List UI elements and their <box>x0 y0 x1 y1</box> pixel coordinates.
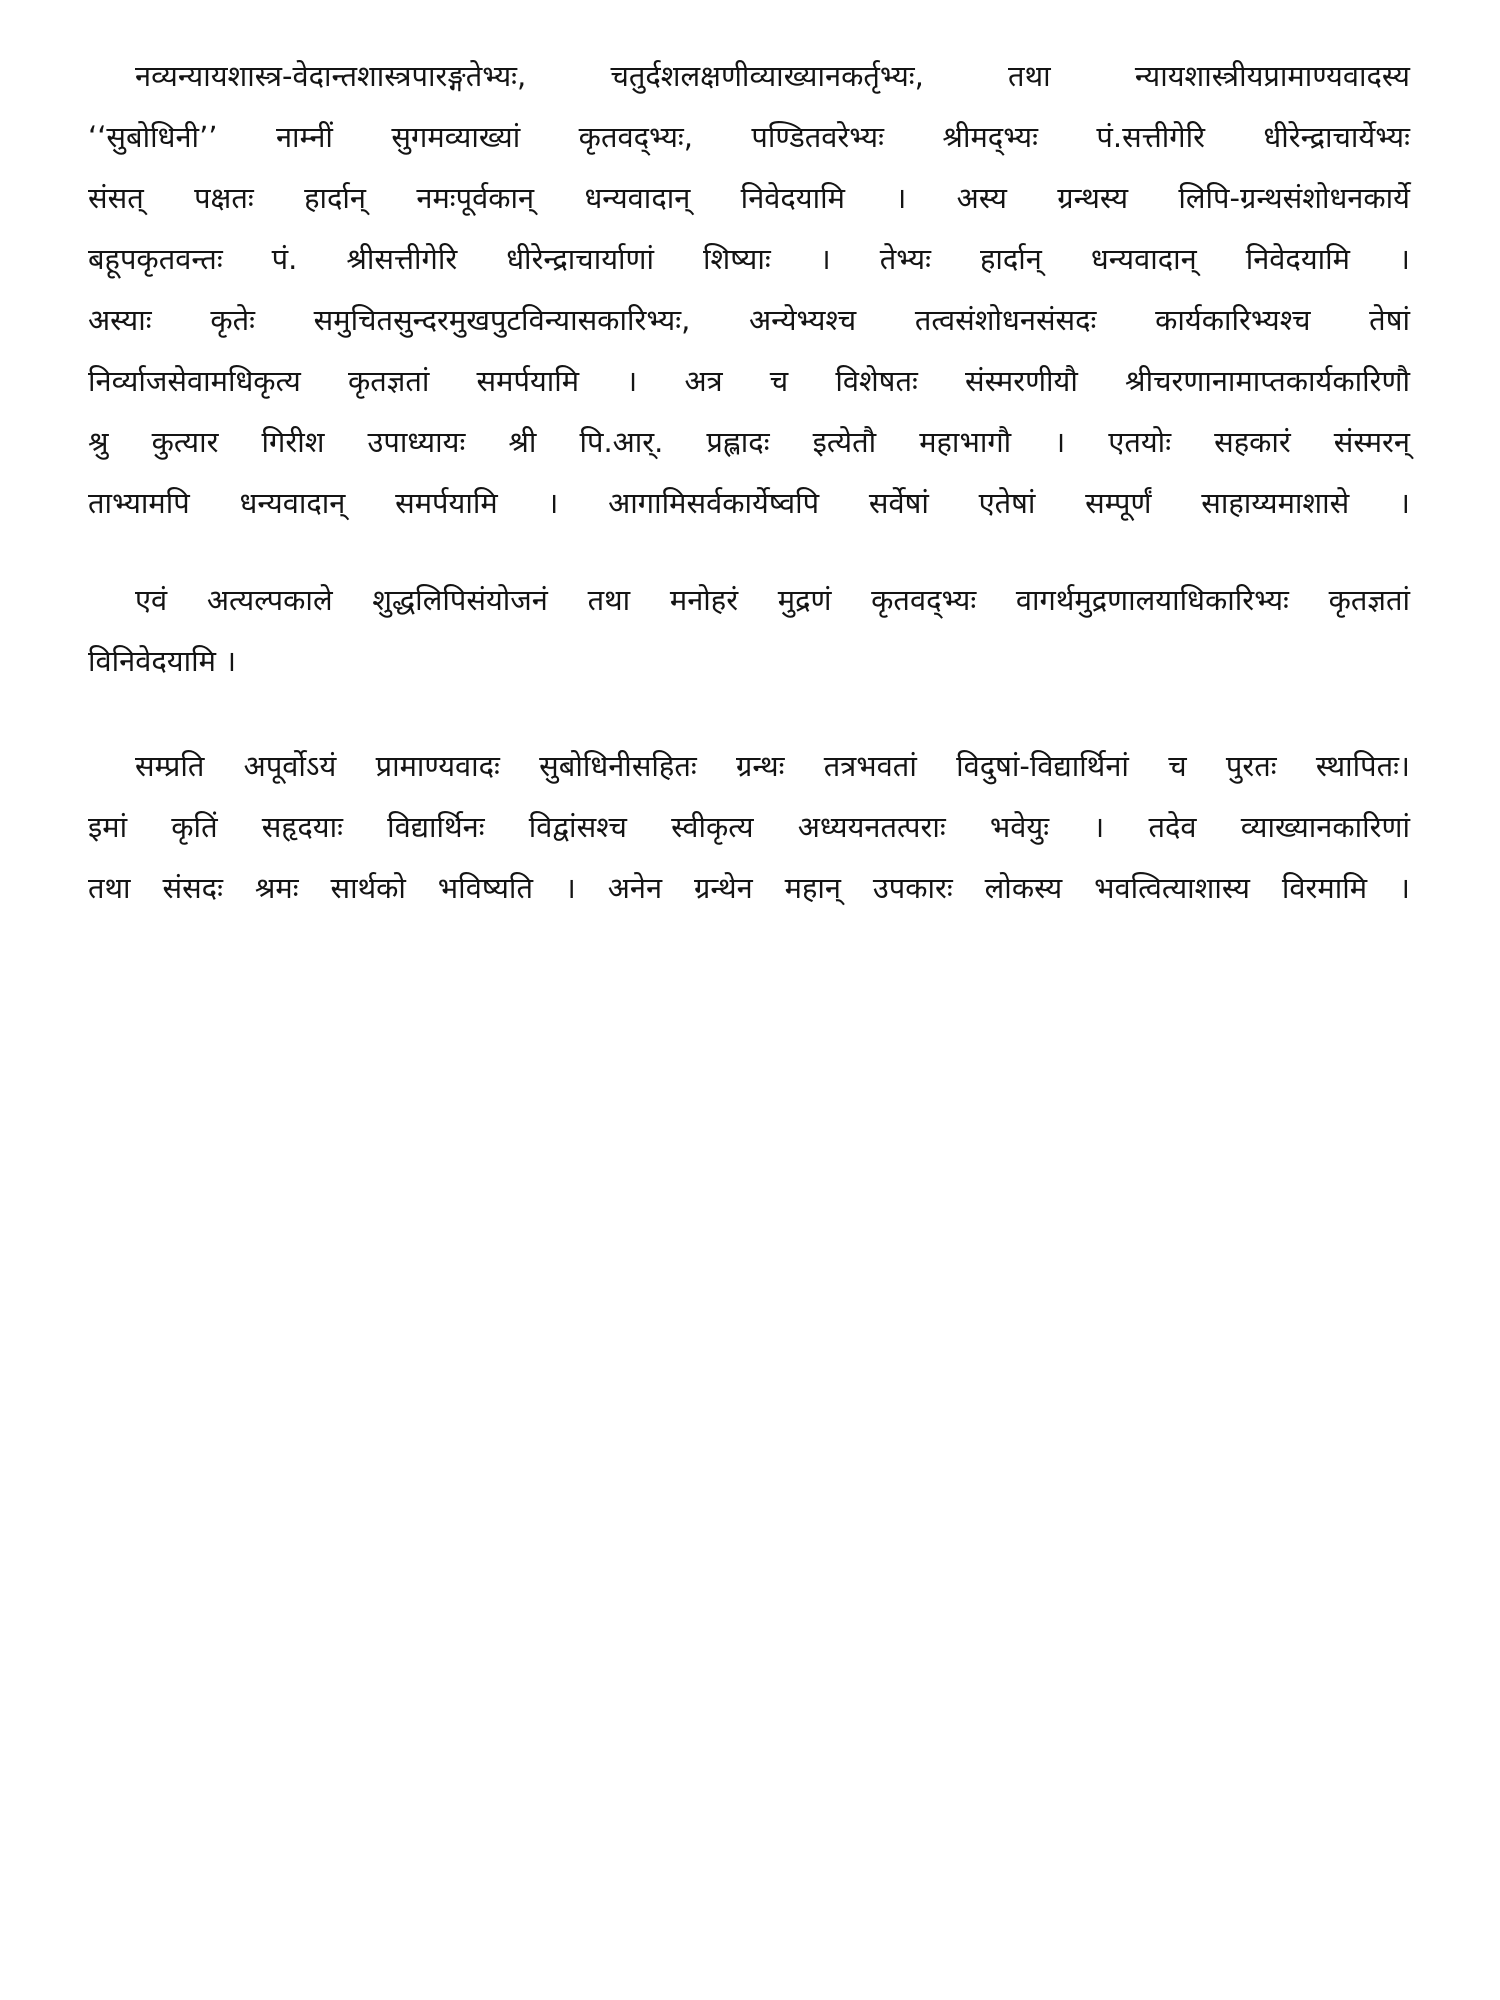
text-line: श्रु कुत्यार गिरीश उपाध्यायः श्री पि.आर्. प्रह्लादः इत्येतौ महाभागौ । एतयोः सहकारं संस्मरन् <box>88 425 1410 459</box>
text-line: नव्यन्यायशास्त्र-वेदान्तशास्त्रपारङ्गतेभ्यः, चतुर्दशलक्षणीव्याख्यानकर्तृभ्यः, तथा न्यायशास्त्रीयप्रामाण्यवादस्य <box>135 59 1410 93</box>
text-line: विनिवेदयामि । <box>88 644 237 678</box>
text-line: बहूपकृतवन्तः पं. श्रीसत्तीगेरि धीरेन्द्राचार्याणां शिष्याः । तेभ्यः हार्दान् धन्यवादान् निवेदयामि । <box>88 242 1410 276</box>
text-line: ‘‘सुबोधिनी’’ नाम्नीं सुगमव्याख्यां कृतवद्भ्यः, पण्डितवरेभ्यः श्रीमद्भ्यः पं.सत्तीगेरि धीरेन्द्राचार्येभ्यः <box>88 120 1410 154</box>
text-line: निर्व्याजसेवामधिकृत्य कृतज्ञतां समर्पयामि । अत्र च विशेषतः संस्मरणीयौ श्रीचरणानामाप्तकार्यकारिणौ <box>88 364 1410 398</box>
text-line: ताभ्यामपि धन्यवादान् समर्पयामि । आगामिसर्वकार्येष्वपि सर्वेषां एतेषां सम्पूर्णं साहाय्यमाशासे । <box>88 486 1410 520</box>
text-line: सम्प्रति अपूर्वोऽयं प्रामाण्यवादः सुबोधिनीसहितः ग्रन्थः तत्रभवतां विदुषां-विद्यार्थिनां च पुरतः स्थापितः। <box>135 749 1410 783</box>
text-line: अस्याः कृतेः समुचितसुन्दरमुखपुटविन्यासकारिभ्यः, अन्येभ्यश्च तत्वसंशोधनसंसदः कार्यकारिभ्यश्च तेषां <box>88 303 1410 337</box>
text-line: तथा संसदः श्रमः सार्थको भविष्यति । अनेन ग्रन्थेन महान् उपकारः लोकस्य भवत्वित्याशास्य विरमामि । <box>88 871 1410 905</box>
text-line: एवं अत्यल्पकाले शुद्धलिपिसंयोजनं तथा मनोहरं मुद्रणं कृतवद्भ्यः वागर्थमुद्रणालयाधिकारिभ्यः कृतज्ञतां <box>135 583 1410 617</box>
text-line: संसत् पक्षतः हार्दान् नमःपूर्वकान् धन्यवादान् निवेदयामि । अस्य ग्रन्थस्य लिपि-ग्रन्थसंशोधनकार्ये <box>88 181 1410 215</box>
text-line: इमां कृतिं सहृदयाः विद्यार्थिनः विद्वांसश्च स्वीकृत्य अध्ययनतत्पराः भवेयुः । तदेव व्याख्यानकारिणां <box>88 810 1410 844</box>
